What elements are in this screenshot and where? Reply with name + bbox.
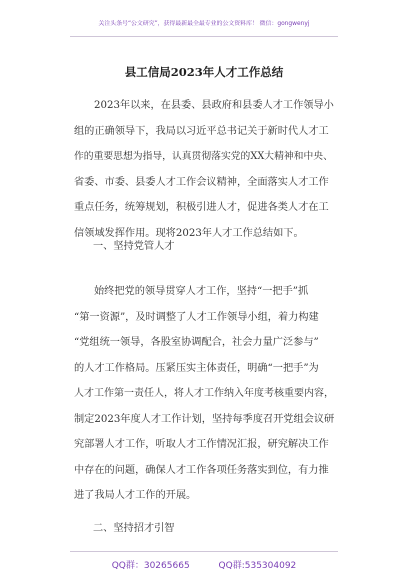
footer-qq-group-1: QQ群：30265665 xyxy=(111,561,190,571)
header-divider xyxy=(70,36,338,37)
section-1-line: 进了我局人才工作的开展。 xyxy=(74,490,197,501)
section-1-line: 中存在的问题，确保人才工作各项任务落实到位，有力推 xyxy=(74,464,329,476)
document-title: 县工信局2023年人才工作总结 xyxy=(124,65,284,79)
footer-qq-group-2: QQ群:535304092 xyxy=(218,561,297,571)
section-1-line: 制定2023年度人才工作计划，坚持每季度召开党组会议研 xyxy=(74,413,335,425)
intro-line: 2023年以来，在县委、县政府和县委人才工作领导小 xyxy=(94,100,334,111)
intro-line: 重点任务，统筹规划，积极引进人才，促进各类人才在工 xyxy=(74,202,329,213)
section-heading-2: 二、坚持招才引智 xyxy=(93,523,175,534)
footer xyxy=(0,558,408,571)
section-1-line: 究部署人才工作，听取人才工作情况汇报，研究解决工作 xyxy=(74,439,329,450)
section-1-paragraph xyxy=(74,279,336,509)
intro-line: 信领域发挥作用。现将2023年人才工作总结如下。 xyxy=(74,227,304,239)
section-1-line: 始终把党的领导贯穿人才工作，坚持“一把手”抓 xyxy=(94,286,309,297)
section-1-line: 人才工作第一责任人，将人才工作纳入年度考核重要内容， xyxy=(74,388,334,399)
intro-paragraph xyxy=(74,93,336,246)
intro-line: 作的重要思想为指导，认真贯彻落实党的XX大精神和中央、 xyxy=(74,151,333,162)
section-1-line: “党组统一领导，各股室协调配合，社会力量广泛参与” xyxy=(74,337,319,348)
intro-line: 省委、市委、县委人才工作会议精神，全面落实人才工作 xyxy=(74,176,329,188)
footer-divider xyxy=(70,551,338,552)
header-banner: 关注头条号“公文研究”，获得最新最全最专业的公文资料库！ 微信：gongwenyj xyxy=(98,21,310,27)
intro-line: 组的正确领导下，我局以习近平总书记关于新时代人才工 xyxy=(74,125,329,137)
section-heading-1: 一、坚持党管人才 xyxy=(93,241,175,252)
section-1-line: “第一资源”，及时调整了人才工作领导小组，着力构建 xyxy=(74,311,319,323)
section-1-line: 的人才工作格局。压紧压实主体责任，明确“一把手”为 xyxy=(74,362,319,374)
